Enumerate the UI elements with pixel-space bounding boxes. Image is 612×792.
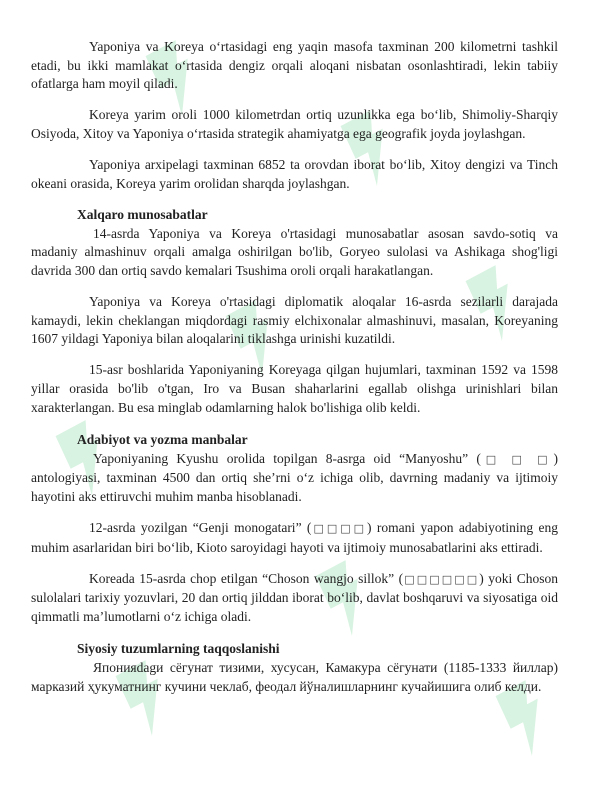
paragraph-text: ) yoki Choson sulolalari tarixiy yozuvlari, 20 dan ortiq jilddan iborat bo‘lib, davlat boshqaruvi va siyosatiga oid qimmatli ma’lumotlarni o‘z ichiga oladi. <box>31 570 558 624</box>
paragraph: 15-asr boshlarida Yaponiyaning Koreyaga qilgan hujumlari, taxminan 1592 va 1598 yillar orasida bo'lib o'tgan, Iro va Busan shaharlarini egallab olishga urinishlari bilan xarakterlangan. Bu esa minglab odamlarning halok bo'lishiga olib keldi. <box>31 362 558 415</box>
section-heading: Adabiyot va yozma manbalar <box>77 432 248 448</box>
paragraph <box>31 519 558 557</box>
section-heading: Xalqaro munosabatlar <box>77 207 208 223</box>
paragraph: Yaponiya va Koreya o‘rtasidagi eng yaqin masofa taxminan 200 kilometrni tashkil etadi, bu ikki mamlakat o‘rtasida dengiz orqali aloqani nisbatan osonlashtiradi, lekin tabiiy ofatlarga ham moyil qiladi. <box>31 39 558 92</box>
section-heading: Siyosiy tuzumlarning taqqoslanishi <box>77 641 280 657</box>
missing-glyphs: □□□□□□ <box>403 572 480 586</box>
paragraph-text: Yaponiyaning Kyushu orolida topilgan 8-asrga oid “Manyoshu” ( <box>93 450 481 466</box>
missing-glyphs: □ □ □ <box>480 452 554 466</box>
paragraph: Koreya yarim oroli 1000 kilometrdan ortiq uzunlikka ega bo‘lib, Shimoliy-Sharqiy Osiyoda, Xitoy va Yaponiya o‘rtasida strategik ahamiyatga ega geografik joyda joylashgan. <box>31 107 558 141</box>
document-body <box>31 38 558 696</box>
paragraph-text: ) romani yapon adabiyotining eng muhim asarlaridan biri bo‘lib, Kioto saroyidagi hayoti va ijtimoiy munosabatlarini aks ettiradi. <box>31 519 558 555</box>
missing-glyphs: □□□□ <box>311 521 368 535</box>
paragraph: Японияdagи сёгунат тизими, хусусан, Камакура сёгунати (1185-1333 йиллар) марказий ҳукуматнинг кучини чеклаб, феодал йўналишларнинг кучайишига олиб келди. <box>31 660 558 694</box>
paragraph <box>31 450 558 507</box>
paragraph: Yaponiya arxipelagi taxminan 6852 ta orovdan iborat bo‘lib, Xitoy dengizi va Tinch okeani orasida, Koreya yarim orolidan sharqda joylashgan. <box>31 156 558 191</box>
paragraph <box>31 570 558 627</box>
paragraph-text: Koreada 15-asrda chop etilgan “Choson wangjo sillok” ( <box>89 570 404 586</box>
paragraph: Yaponiya va Koreya o'rtasidagi diplomatik aloqalar 16-asrda sezilarli darajada kamaydi, lekin cheklangan miqdordagi rasmiy elchixonalar almashinuvi, masalan, Koreyaning 1607 yildagi Yaponiya bilan aloqalarini tiklashga urinishi kuzatildi. <box>31 294 558 347</box>
paragraph: 14-asrda Yaponiya va Koreya o'rtasidagi munosabatlar asosan savdo-sotiq va madaniy almashinuv orqali amalga oshirilgan bo'lib, Goryeo sulolasi va Ashikaga shog'ligi davrida 300 dan ortiq savdo kemalari Tsushima oroli orqali harakatlangan. <box>31 225 558 278</box>
paragraph-text: 12-asrda yozilgan “Genji monogatari” ( <box>89 519 312 535</box>
paragraph-text: ) antologiyasi, taxminan 4500 dan ortiq she’rni o‘z ichiga olib, davrning madaniy va ijtimoiy hayotini aks ettiruvchi muhim manba hisoblanadi. <box>31 450 558 504</box>
